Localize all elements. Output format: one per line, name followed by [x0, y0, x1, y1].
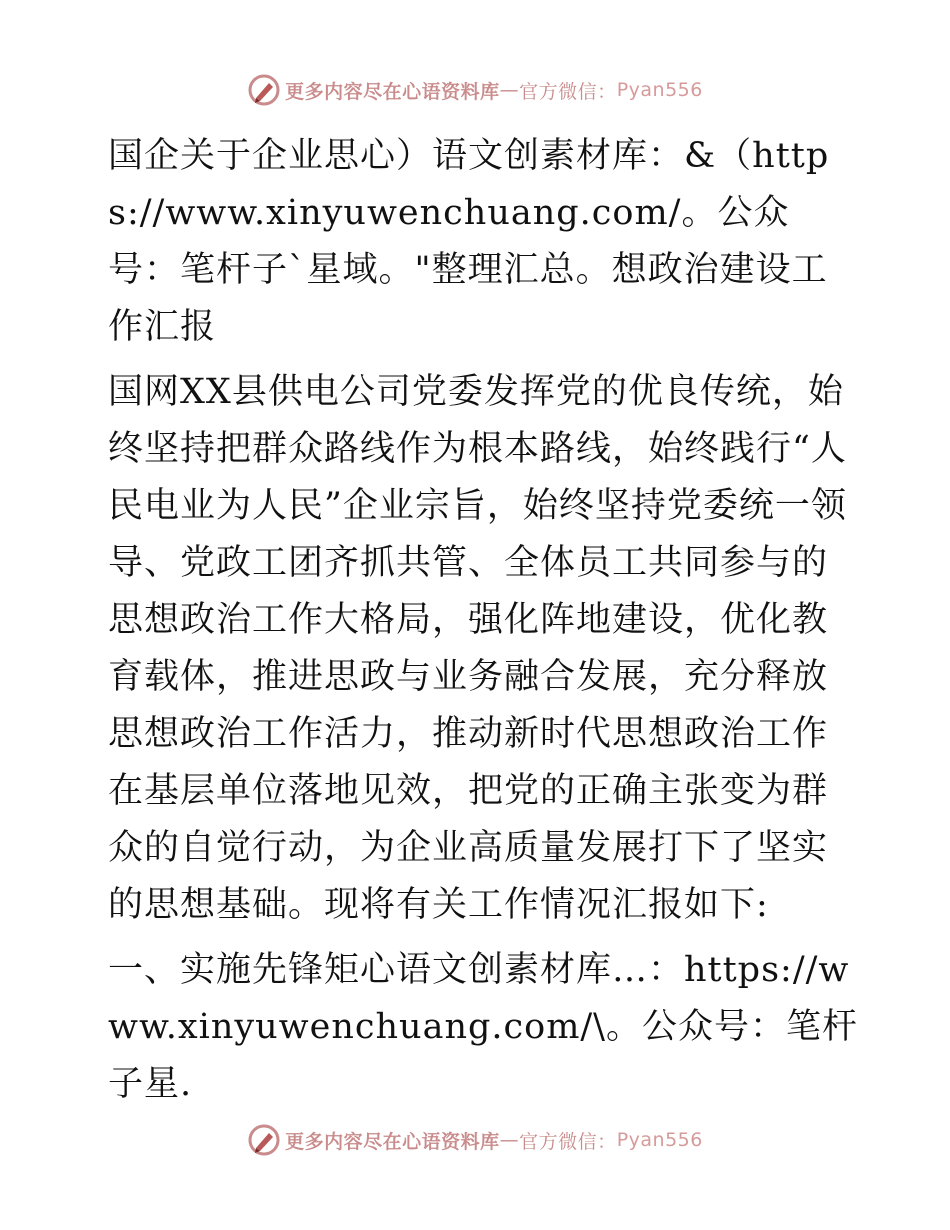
watermark-separator: —: [499, 1129, 520, 1151]
pen-logo-icon: [247, 73, 281, 107]
paragraph-title: 国企关于企业思心）语文创素材库：&（https://www.xinyuwenchuang.com/。公众号：笔杆子`星域。"整理汇总。想政治建设工作汇报: [108, 136, 830, 347]
footer-watermark: [0, 1120, 950, 1160]
watermark-separator: —: [499, 79, 520, 101]
watermark-main-text: 更多内容尽在心语资料库: [285, 80, 500, 103]
paragraph-section-one: 一、实施先锋矩心语文创素材库…：https://www.xinyuwenchuang.com/\。公众号：笔杆子星.: [108, 950, 858, 1104]
document-body: [98, 128, 858, 1113]
pen-logo-icon: [247, 1123, 281, 1157]
watermark-wechat-id: Pyan556: [616, 79, 703, 101]
watermark-wechat-label: 官方微信：: [519, 1130, 617, 1153]
header-watermark: [0, 70, 950, 110]
paragraph-intro: 国网XX县供电公司党委发挥党的优良传统，始终坚持把群众路线作为根本路线，始终践行“人民电业为人民”企业宗旨，始终坚持党委统一领导、党政工团齐抓共管、全体员工共同参与的思想政治工作大格局，强化阵地建设，优化教育载体，推进思政与业务融合发展，充分释放思想政治工作活力，推动新时代思想政治工作在基层单位落地见效，把党的正确主张变为群众的自觉行动，为企业高质量发展打下了坚实的思想基础。现将有关工作情况汇报如下:: [108, 372, 847, 925]
watermark-wechat-id: Pyan556: [616, 1129, 703, 1151]
watermark-wechat-label: 官方微信：: [519, 80, 617, 103]
watermark-main-text: 更多内容尽在心语资料库: [285, 1130, 500, 1153]
